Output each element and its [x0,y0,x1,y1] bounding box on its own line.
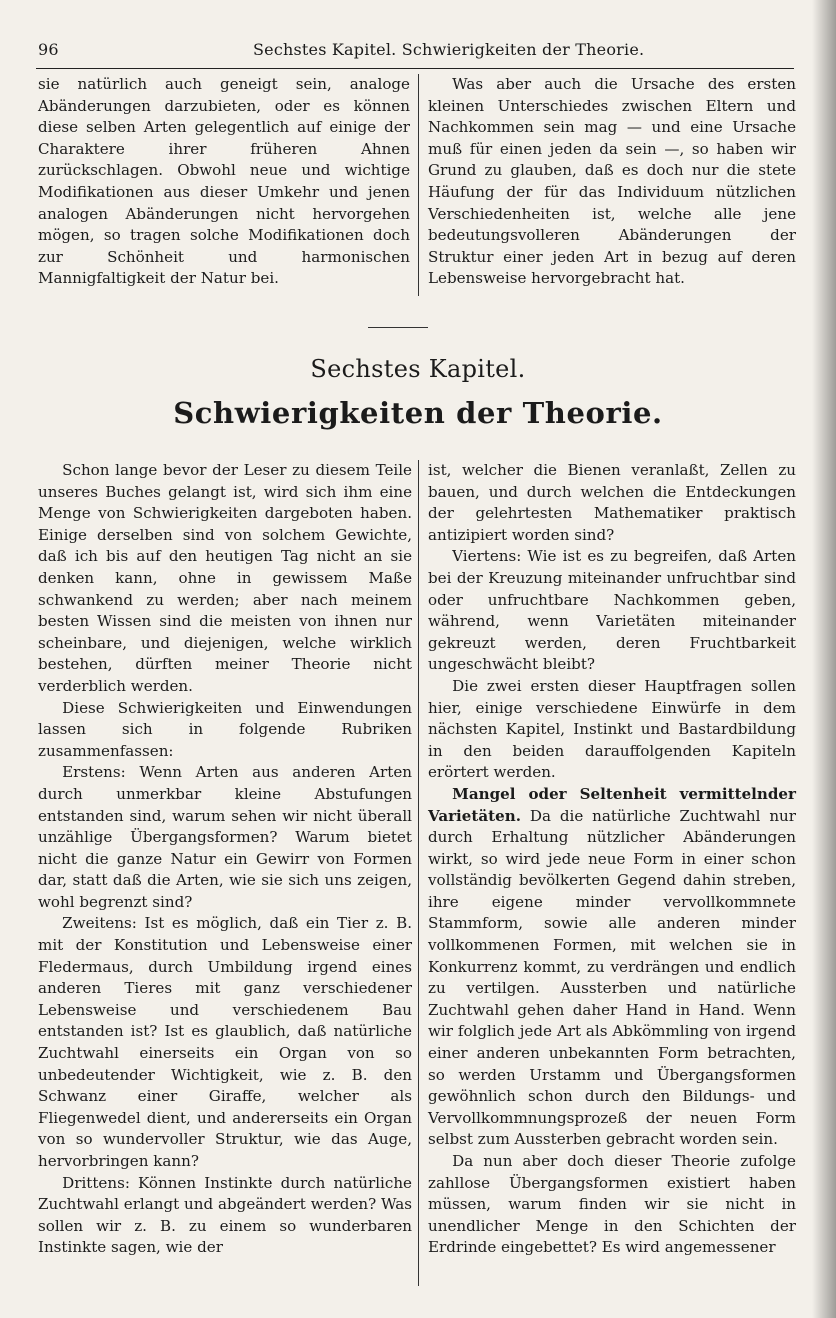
paragraph: Was aber auch die Ursache des ersten kleinen Unterschiedes zwischen Eltern und Nachkommen sein mag — und eine Ursache muß für einen jeden da sein —, so haben wir Grund zu glauben, daß es doch nur die stete Häufung der für das Individuum nützlichen Verschiedenheiten ist, welche alle jene bedeutungsvolleren Abänderungen der Struktur einer jeden Art in bezug auf deren Lebensweise hervorgebracht hat. [428,75,796,288]
paragraph: sie natürlich auch geneigt sein, analoge Abänderungen darzubieten, oder es können diese selben Arten gelegentlich auf einige der Charaktere ihrer früheren Ahnen zurückschlagen. Obwohl neue und wichtige Modifikationen aus dieser Umkehr und jenen analogen Abänderungen nicht hervorgehen mögen, so tragen solche Modifikationen doch zur Schönheit und harmonischen Mannigfaltigkeit der Natur bei. [38,75,410,288]
section-paragraph [428,784,796,1151]
header-rule [36,68,794,69]
chapter-subtitle: Schwierigkeiten der Theorie. [173,396,663,430]
section-heading: Mangel oder Seltenheit vermittelnder Varietäten. [428,784,796,825]
column-divider-bottom [418,460,419,1286]
page-edge-shadow [812,0,836,1318]
running-title: Sechstes Kapitel. Schwierigkeiten der Theorie. [253,40,645,59]
column-divider-top [418,74,419,296]
paragraph: Viertens: Wie ist es zu begreifen, daß Arten bei der Kreuzung miteinander unfruchtbar sind oder unfruchtbare Nachkommen geben, während, wenn Varietäten miteinander gekreuzt werden, deren Fruchtbarkeit ungeschwächt bleibt? [428,547,796,674]
bottom-left-column [38,460,412,1259]
bottom-right-column [428,460,796,1259]
paragraph: Schon lange bevor der Leser zu diesem Teile unseres Buches gelangt ist, wird sich ihm eine Menge von Schwierigkeiten dargeboten haben. Einige derselben sind von solchem Gewichte, daß ich bis auf den heutigen Tag nicht an sie denken kann, ohne in gewissem Maße schwankend zu werden; aber nach meinem besten Wissen sind die meisten von ihnen nur scheinbare, und diejenigen, welche wirklich bestehen, dürften meiner Theorie nicht verderblich werden. [38,461,412,695]
section-text: Da die natürliche Zuchtwahl nur durch Erhaltung nützlicher Abänderungen wirkt, so wird jede neue Form in einer schon vollständig bevölkerten Gegend dahin streben, ihre eigene minder vervollkommnete Stammform, sowie alle anderen minder vollkommenen Formen, mit welchen sie in Konkurrenz kommt, zu verdrängen und endlich zu vertilgen. Aussterben und natürliche Zuchtwahl gehen daher Hand in Hand. Wenn wir folglich jede Art als Abkömmling von irgend einer anderen unbekannten Form betrachten, so werden Urstamm und Übergangsformen gewöhnlich schon durch den Bildungs- und Vervollkommnungsprozeß der neuen Form selbst zum Aussterben gebracht worden sein. [428,806,796,1149]
top-left-column [38,74,410,290]
top-right-column [428,74,796,290]
section-separator [368,327,428,328]
page-number: 96 [38,40,59,59]
paragraph: Drittens: Können Instinkte durch natürliche Zuchtwahl erlangt und abgeändert werden? Was sollen wir z. B. zu einem so wunderbaren Instinkte sagen, wie der [38,1173,412,1257]
paragraph: Diese Schwierigkeiten und Einwendungen lassen sich in folgende Rubriken zusammenfassen: [38,698,412,760]
paragraph: Erstens: Wenn Arten aus anderen Arten durch unmerkbar kleine Abstufungen entstanden sind, warum sehen wir nicht überall unzählige Übergangsformen? Warum bietet nicht die ganze Natur ein Gewirr von Formen dar, statt daß die Arten, wie sie sich uns zeigen, wohl begrenzt sind? [38,763,412,911]
paragraph: ist, welcher die Bienen veranlaßt, Zellen zu bauen, und durch welchen die Entdeckungen der gelehrtesten Mathematiker praktisch antizipiert worden sind? [428,461,796,544]
paragraph: Da nun aber doch dieser Theorie zufolge zahllose Übergangsformen existiert haben müssen, warum finden wir sie nicht in unendlicher Menge in den Schichten der Erdrinde eingebettet? Es wird angemessener [428,1152,796,1257]
page-header [38,40,798,66]
chapter-title: Sechstes Kapitel. [310,355,526,383]
paragraph: Die zwei ersten dieser Hauptfragen sollen hier, einige verschiedene Einwürfe in dem nächsten Kapitel, Instinkt und Bastardbildung in den beiden darauffolgenden Kapiteln erörtert werden. [428,676,796,782]
paragraph: Zweitens: Ist es möglich, daß ein Tier z. B. mit der Konstitution und Lebensweise einer Fledermaus, durch Umbildung irgend eines anderen Tieres mit ganz verschiedener Lebensweise und verschiedenem Bau entstanden ist? Ist es glaublich, daß natürliche Zuchtwahl einerseits ein Organ von so unbedeutender Wichtigkeit, wie z. B. den Schwanz einer Giraffe, welcher als Fliegenwedel dient, und andererseits ein Organ von so wundervoller Struktur, wie das Auge, hervorbringen kann? [38,914,412,1170]
